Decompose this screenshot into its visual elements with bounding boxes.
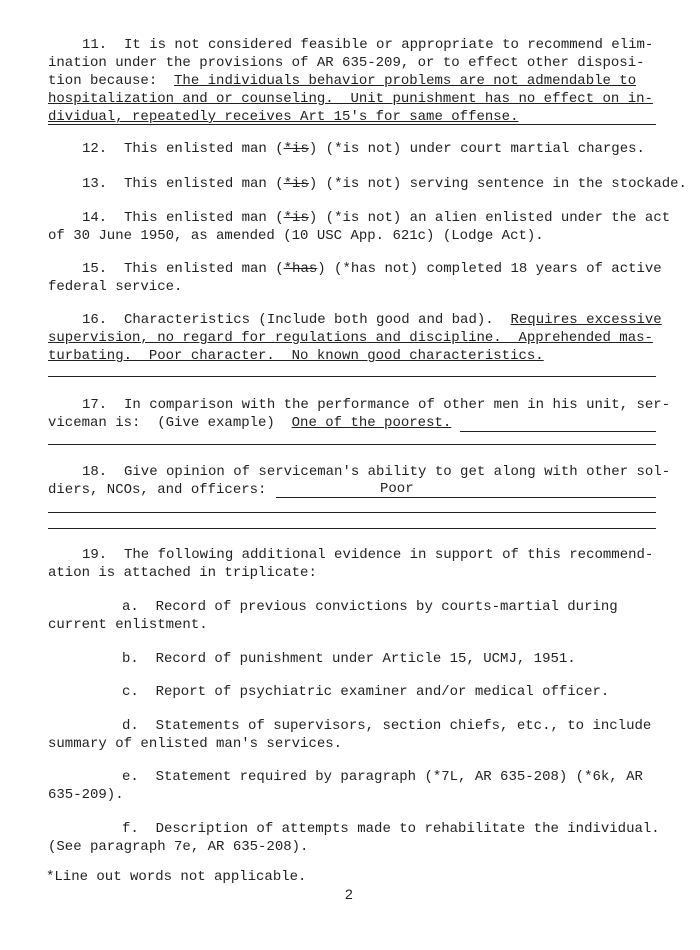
item-15-struck-word: *has bbox=[283, 261, 318, 277]
item-12-struck-word: *is bbox=[283, 141, 309, 157]
footnote: *Line out words not applicable. bbox=[46, 869, 307, 885]
item-15-line-1: 15. This enlisted man (*has) (*has not) completed 18 years of active bbox=[82, 261, 662, 277]
item-18-rule-1 bbox=[48, 512, 656, 513]
item-14-struck-word: *is bbox=[283, 210, 309, 226]
item-17-line-1: 17. In comparison with the performance of other men in his unit, ser- bbox=[82, 397, 671, 413]
item-12: 12. This enlisted man (*is) (*is not) under court martial charges. bbox=[82, 141, 645, 157]
item-11-line-4: hospitalization and or counseling. Unit punishment has no effect on in- bbox=[48, 91, 653, 107]
item-13: 13. This enlisted man (*is) (*is not) serving sentence in the stockade. bbox=[82, 176, 687, 192]
item-11-line-2: ination under the provisions of AR 635-209, or to effect other disposi- bbox=[48, 55, 645, 71]
item-19-line-2: ation is attached in triplicate: bbox=[48, 565, 317, 581]
item-14-line-1: 14. This enlisted man (*is) (*is not) an alien enlisted under the act bbox=[82, 210, 671, 226]
item-17-rule bbox=[48, 444, 656, 445]
item-11-answer-line-1: The individuals behavior problems are not admendable to bbox=[174, 73, 637, 89]
item-19e-line-2: 635-209). bbox=[48, 787, 124, 803]
item-19c: c. Report of psychiatric examiner and/or medical officer. bbox=[122, 684, 610, 700]
item-18-line-2-label: diers, NCOs, and officers: bbox=[48, 482, 267, 498]
item-11-line-1: 11. It is not considered feasible or appropriate to recommend elim- bbox=[82, 37, 654, 53]
item-15-line-2: federal service. bbox=[48, 279, 183, 295]
item-17-answer: One of the poorest. bbox=[291, 415, 452, 431]
item-18-rule-2 bbox=[48, 528, 656, 529]
item-19f-line-2: (See paragraph 7e, AR 635-208). bbox=[48, 839, 309, 855]
item-13-struck-word: *is bbox=[283, 176, 309, 192]
page-number: 2 bbox=[345, 886, 353, 902]
item-19e-line-1: e. Statement required by paragraph (*7L, AR 635-208) (*6k, AR bbox=[122, 769, 643, 785]
item-16-line-2: supervision, no regard for regulations and discipline. Apprehended mas- bbox=[48, 330, 653, 346]
item-19f-line-1: f. Description of attempts made to rehabilitate the individual. bbox=[122, 821, 660, 837]
item-17-line-2: viceman is: (Give example) One of the poorest. bbox=[48, 415, 452, 431]
item-19d-line-1: d. Statements of supervisors, section chiefs, etc., to include bbox=[122, 718, 652, 734]
item-16-answer-line-1: Requires excessive bbox=[510, 312, 662, 328]
item-11-line-3: tion because: The individuals behavior problems are not admendable to bbox=[48, 73, 637, 89]
item-17-fill-line bbox=[460, 431, 656, 432]
item-19b: b. Record of punishment under Article 15, UCMJ, 1951. bbox=[122, 651, 576, 667]
item-16-line-1: 16. Characteristics (Include both good and bad). Requires excessive bbox=[82, 312, 662, 328]
item-18-line-1: 18. Give opinion of serviceman's ability to get along with other sol- bbox=[82, 464, 671, 480]
item-19a-line-1: a. Record of previous convictions by courts-martial during bbox=[122, 599, 618, 615]
item-11-rule bbox=[48, 124, 656, 125]
item-16-line-3: turbating. Poor character. No known good characteristics. bbox=[48, 348, 544, 364]
item-11-line-5: dividual, repeatedly receives Art 15's for same offense. bbox=[48, 109, 519, 125]
item-19d-line-2: summary of enlisted man's services. bbox=[48, 736, 343, 752]
item-14-line-2: of 30 June 1950, as amended (10 USC App. 621c) (Lodge Act). bbox=[48, 228, 544, 244]
item-19-line-1: 19. The following additional evidence in support of this recommend- bbox=[82, 547, 654, 563]
item-18-fill-line bbox=[276, 497, 656, 498]
item-16-rule bbox=[48, 376, 656, 377]
item-19a-line-2: current enlistment. bbox=[48, 617, 208, 633]
item-18-answer: Poor bbox=[380, 481, 414, 497]
